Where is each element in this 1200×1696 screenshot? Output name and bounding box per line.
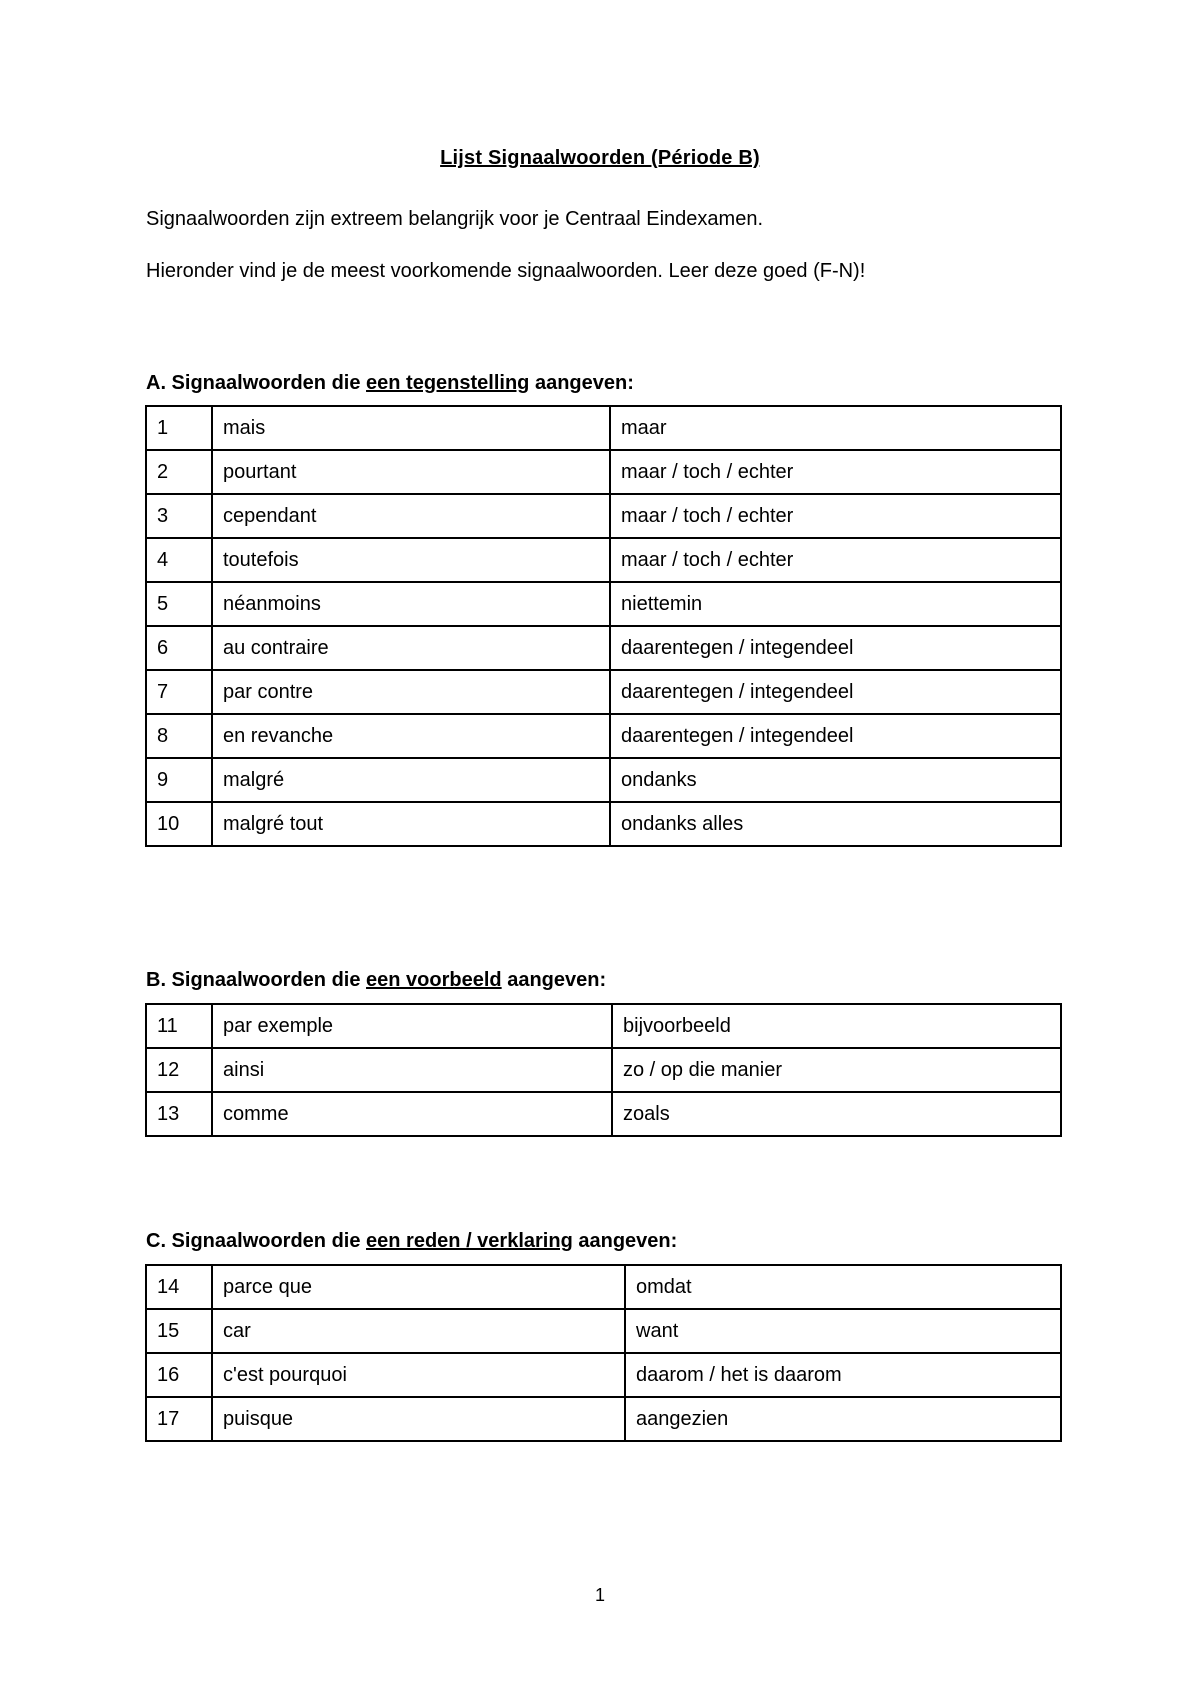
section-c-heading — [146, 1230, 677, 1253]
table-body — [146, 1004, 1061, 1136]
row-number: 3 — [146, 494, 212, 538]
dutch-translation: bijvoorbeeld — [612, 1004, 1061, 1048]
row-number: 5 — [146, 582, 212, 626]
row-number: 14 — [146, 1265, 212, 1309]
dutch-translation: daarentegen / integendeel — [610, 670, 1061, 714]
intro-paragraph-1: Signaalwoorden zijn extreem belangrijk voor je Centraal Eindexamen. — [146, 208, 764, 230]
section-b-heading — [146, 969, 606, 992]
table-row — [146, 494, 1061, 538]
table-row — [146, 1353, 1061, 1397]
row-number: 12 — [146, 1048, 212, 1092]
dutch-translation: maar / toch / echter — [610, 450, 1061, 494]
french-word: ainsi — [212, 1048, 612, 1092]
dutch-translation: niettemin — [610, 582, 1061, 626]
french-word: puisque — [212, 1397, 625, 1441]
table-row — [146, 406, 1061, 450]
row-number: 6 — [146, 626, 212, 670]
french-word: malgré — [212, 758, 610, 802]
french-word: toutefois — [212, 538, 610, 582]
section-heading-suffix: aangeven: — [529, 372, 634, 394]
table-row — [146, 582, 1061, 626]
section-c-table — [145, 1264, 1062, 1442]
table-row — [146, 1048, 1061, 1092]
french-word: au contraire — [212, 626, 610, 670]
french-word: parce que — [212, 1265, 625, 1309]
section-heading-suffix: aangeven: — [501, 969, 607, 991]
intro-paragraph-2: Hieronder vind je de meest voorkomende signaalwoorden. Leer deze goed (F-N)! — [146, 260, 866, 282]
row-number: 9 — [146, 758, 212, 802]
table-body — [146, 406, 1061, 846]
row-number: 8 — [146, 714, 212, 758]
row-number: 2 — [146, 450, 212, 494]
table-row — [146, 1397, 1061, 1441]
french-word: en revanche — [212, 714, 610, 758]
row-number: 15 — [146, 1309, 212, 1353]
document-title: Lijst Signaalwoorden (Période B) — [440, 147, 760, 169]
table-row — [146, 1004, 1061, 1048]
table-row — [146, 626, 1061, 670]
section-heading-key: een reden / verklaring — [366, 1230, 573, 1252]
table-row — [146, 714, 1061, 758]
dutch-translation: aangezien — [625, 1397, 1061, 1441]
dutch-translation: daarentegen / integendeel — [610, 626, 1061, 670]
section-a-heading — [146, 372, 634, 395]
french-word: cependant — [212, 494, 610, 538]
table-row — [146, 1309, 1061, 1353]
section-heading-suffix: aangeven: — [572, 1230, 678, 1252]
row-number: 4 — [146, 538, 212, 582]
row-number: 10 — [146, 802, 212, 846]
french-word: c'est pourquoi — [212, 1353, 625, 1397]
french-word: pourtant — [212, 450, 610, 494]
dutch-translation: maar / toch / echter — [610, 538, 1061, 582]
french-word: néanmoins — [212, 582, 610, 626]
french-word: par contre — [212, 670, 610, 714]
row-number: 13 — [146, 1092, 212, 1136]
row-number: 16 — [146, 1353, 212, 1397]
french-word: comme — [212, 1092, 612, 1136]
row-number: 1 — [146, 406, 212, 450]
section-b-table — [145, 1003, 1062, 1137]
table-row — [146, 670, 1061, 714]
dutch-translation: zoals — [612, 1092, 1061, 1136]
dutch-translation: want — [625, 1309, 1061, 1353]
row-number: 17 — [146, 1397, 212, 1441]
table-body — [146, 1265, 1061, 1441]
section-a-table — [145, 405, 1062, 847]
french-word: par exemple — [212, 1004, 612, 1048]
section-heading-prefix: B. Signaalwoorden die — [146, 969, 367, 991]
french-word: malgré tout — [212, 802, 610, 846]
row-number: 7 — [146, 670, 212, 714]
dutch-translation: daarom / het is daarom — [625, 1353, 1061, 1397]
dutch-translation: omdat — [625, 1265, 1061, 1309]
section-heading-key: een voorbeeld — [366, 969, 502, 991]
dutch-translation: zo / op die manier — [612, 1048, 1061, 1092]
table-row — [146, 1092, 1061, 1136]
section-heading-key: een tegenstelling — [366, 372, 530, 394]
dutch-translation: ondanks — [610, 758, 1061, 802]
section-heading-prefix: A. Signaalwoorden die — [146, 372, 367, 394]
dutch-translation: maar / toch / echter — [610, 494, 1061, 538]
french-word: mais — [212, 406, 610, 450]
page-number: 1 — [594, 1585, 605, 1605]
dutch-translation: daarentegen / integendeel — [610, 714, 1061, 758]
table-row — [146, 450, 1061, 494]
table-row — [146, 538, 1061, 582]
french-word: car — [212, 1309, 625, 1353]
table-row — [146, 802, 1061, 846]
table-row — [146, 758, 1061, 802]
section-heading-prefix: C. Signaalwoorden die — [146, 1230, 367, 1252]
dutch-translation: ondanks alles — [610, 802, 1061, 846]
row-number: 11 — [146, 1004, 212, 1048]
table-row — [146, 1265, 1061, 1309]
dutch-translation: maar — [610, 406, 1061, 450]
